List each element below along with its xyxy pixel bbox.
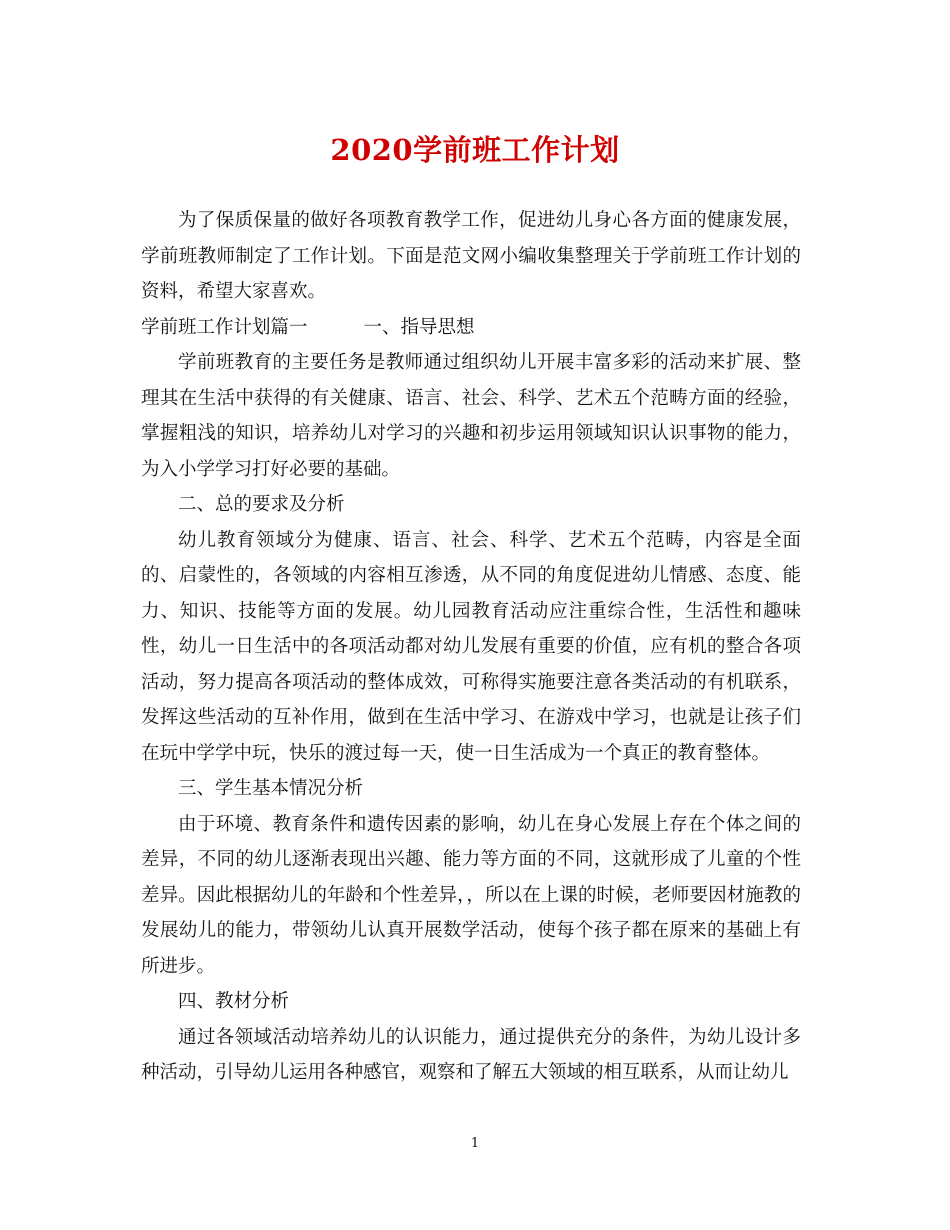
section-2-heading: 二、总的要求及分析: [178, 494, 345, 515]
section-1-heading-line: [141, 310, 801, 346]
section-1-prefix: 学前班工作计划篇一: [141, 316, 308, 338]
document-body: [141, 203, 801, 1091]
document-title: 2020学前班工作计划: [330, 133, 620, 167]
page-number: 1: [470, 1136, 480, 1151]
section-3-heading: 三、学生基本情况分析: [178, 778, 364, 799]
section-2-paragraph: 幼儿教育领域分为健康、语言、社会、科学、艺术五个范畴，内容是全面的、启蒙性的，各领域的内容相互渗透，从不同的角度促进幼儿情感、态度、能力、知识、技能等方面的发展。幼儿园教育活动应注重综合性，生活性和趣味性，幼儿一日生活中的各项活动都对幼儿发展有重要的价值，应有机的整合各项活动，努力提高各项活动的整体成效，可称得实施要注意各类活动的有机联系，发挥这些活动的互补作用，做到在生活中学习、在游戏中学习，也就是让孩子们在玩中学学中玩，快乐的渡过每一天，使一日生活成为一个真正的教育整体。: [141, 529, 801, 764]
section-4-heading: 四、教材分析: [178, 991, 290, 1012]
section-1-paragraph: 学前班教育的主要任务是教师通过组织幼儿开展丰富多彩的活动来扩展、整理其在生活中获得的有关健康、语言、社会、科学、艺术五个范畴方面的经验，掌握粗浅的知识，培养幼儿对学习的兴趣和初步运用领域知识认识事物的能力，为入小学学习打好必要的基础。: [141, 352, 801, 480]
section-4-paragraph: 通过各领域活动培养幼儿的认识能力，通过提供充分的条件，为幼儿设计多种活动，引导幼儿运用各种感官，观察和了解五大领域的相互联系，从而让幼儿: [141, 1026, 801, 1083]
section-3-paragraph: 由于环境、教育条件和遗传因素的影响，幼儿在身心发展上存在个体之间的差异，不同的幼儿逐渐表现出兴趣、能力等方面的不同，这就形成了儿童的个性差异。因此根据幼儿的年龄和个性差异，，所以在上课的时候，老师要因材施教的发展幼儿的能力，带领幼儿认真开展数学活动，使每个孩子都在原来的基础上有所进步。: [141, 813, 801, 977]
section-1-heading: 一、指导思想: [363, 316, 475, 338]
intro-paragraph: 为了保质保量的做好各项教育教学工作，促进幼儿身心各方面的健康发展，学前班教师制定了工作计划。下面是范文网小编收集整理关于学前班工作计划的资料，希望大家喜欢。: [141, 210, 801, 302]
